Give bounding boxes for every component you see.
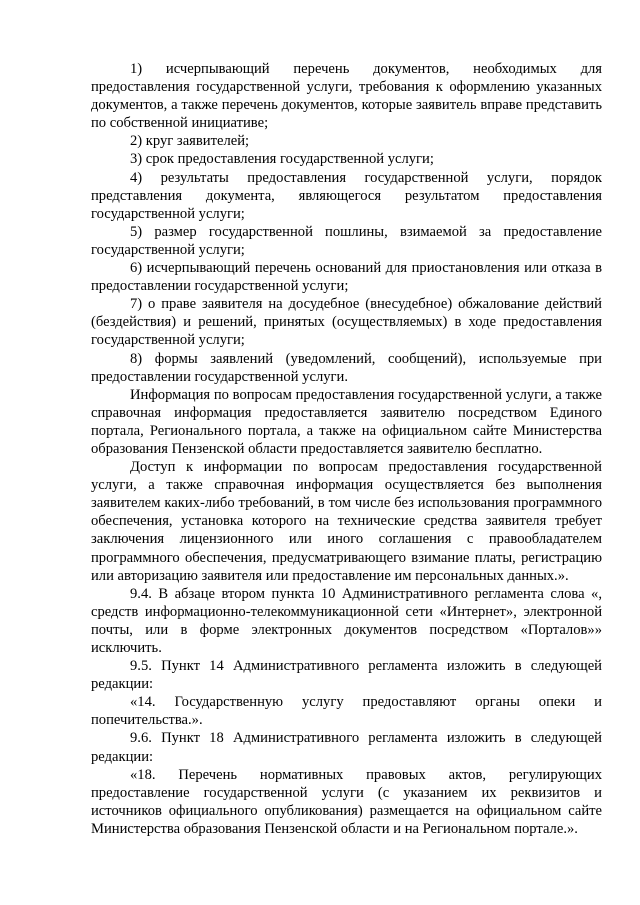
paragraph-item-7: 7) о праве заявителя на досудебное (внесудебное) обжалование действий (бездействия) и решений, принятых (осуществляемых) в ходе предоставления государственной услуги; <box>91 296 602 349</box>
paragraph-item-4: 4) результаты предоставления государственной услуги, порядок представления документа, являющегося результатом предоставления государственной услуги; <box>91 169 602 222</box>
paragraph-access: Доступ к информации по вопросам предоставления государственной услуги, а также справочная информация осуществляется без выполнения заявителем каких-либо требований, в том числе без использования программного обеспечения, установка которого на технические средства заявителя требует заключения лицензионного или иного соглашения с правообладателем программного обеспечения, предусматривающего взимание платы, регистрацию или авторизацию заявителя или предоставление им персональных данных.». <box>91 459 602 584</box>
paragraph-item-8: 8) формы заявлений (уведомлений, сообщений), используемые при предоставлении государственной услуги. <box>91 350 602 385</box>
paragraph-item-2: 2) круг заявителей; <box>130 133 250 150</box>
paragraph-information: Информация по вопросам предоставления государственной услуги, а также справочная информация предоставляется заявителю посредством Единого портала, Регионального портала, а также на официальном сайте Министерства образования Пензенской области предоставляется заявителю бесплатно. <box>91 386 602 457</box>
paragraph-item-6: 6) исчерпывающий перечень оснований для приостановления или отказа в предоставлении государственной услуги; <box>91 260 602 295</box>
paragraph-item-18: «18. Перечень нормативных правовых актов, регулирующих предоставление государственной услуги (с указанием их реквизитов и источников официального опубликования) размещается на официальном сайте Министерства образования Пензенской области и на Региональном портале.». <box>91 766 602 837</box>
paragraph-section-9-4: 9.4. В абзаце втором пункта 10 Административного регламента слова «, средств информационно-телекоммуникационной сети «Интернет», электронной почты, или в форме электронных документов посредством «Порталов»» исключить. <box>91 585 602 656</box>
paragraph-section-9-5: 9.5. Пункт 14 Административного регламента изложить в следующей редакции: <box>91 658 602 693</box>
document-body <box>91 60 602 838</box>
paragraph-item-5: 5) размер государственной пошлины, взимаемой за предоставление государственной услуги; <box>91 223 602 258</box>
paragraph-item-14: «14. Государственную услугу предоставляют органы опеки и попечительства.». <box>91 694 602 729</box>
paragraph-item-1: 1) исчерпывающий перечень документов, необходимых для предоставления государственной услуги, требования к оформлению указанных документов, а также перечень документов, которые заявитель вправе представить по собственной инициативе; <box>91 61 602 132</box>
paragraph-section-9-6: 9.6. Пункт 18 Административного регламента изложить в следующей редакции: <box>91 730 602 765</box>
paragraph-item-3: 3) срок предоставления государственной услуги; <box>130 151 434 168</box>
